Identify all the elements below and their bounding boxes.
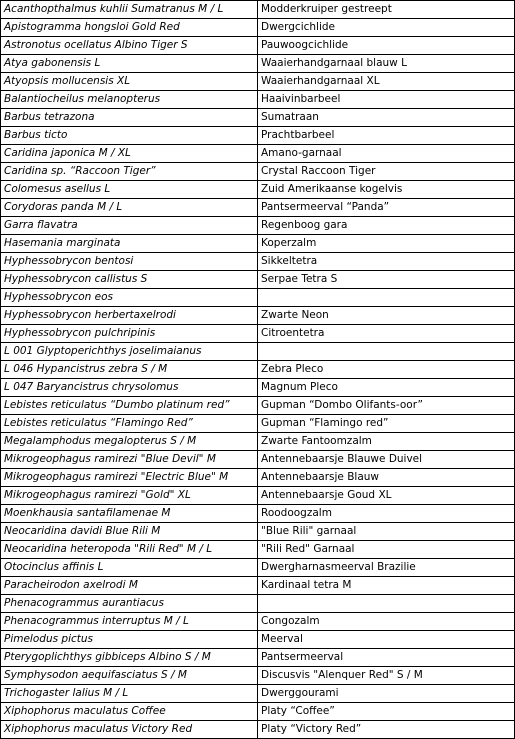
common-name-cell [258, 595, 515, 613]
common-name-cell: Gupman “Flamingo red” [258, 415, 515, 433]
table-row [1, 433, 515, 451]
species-name-cell: Hyphessobrycon eos [1, 289, 258, 307]
table-row [1, 343, 515, 361]
species-name-cell: Colomesus asellus L [1, 181, 258, 199]
common-name-cell: Dwerggourami [258, 685, 515, 703]
table-row [1, 505, 515, 523]
common-name-cell: Discusvis "Alenquer Red" S / M [258, 667, 515, 685]
species-name-cell: L 046 Hypancistrus zebra S / M [1, 361, 258, 379]
species-name-cell: L 001 Glyptoperichthys joselimaianus [1, 343, 258, 361]
table-row [1, 1, 515, 19]
table-row [1, 613, 515, 631]
species-name-cell: Moenkhausia santafilamenae M [1, 505, 258, 523]
common-name-cell: "Rili Red" Garnaal [258, 541, 515, 559]
table-row [1, 523, 515, 541]
table-row [1, 721, 515, 739]
species-name-cell: Pimelodus pictus [1, 631, 258, 649]
table-row [1, 541, 515, 559]
species-name-cell: Caridina sp. “Raccoon Tiger” [1, 163, 258, 181]
table-row [1, 649, 515, 667]
common-name-cell: Koperzalm [258, 235, 515, 253]
table-row [1, 55, 515, 73]
table-row [1, 181, 515, 199]
species-name-cell: L 047 Baryancistrus chrysolomus [1, 379, 258, 397]
species-name-cell: Trichogaster lalius M / L [1, 685, 258, 703]
common-name-cell: Antennebaarsje Goud XL [258, 487, 515, 505]
common-name-cell: Antennebaarsje Blauw [258, 469, 515, 487]
common-name-cell: Roodoogzalm [258, 505, 515, 523]
common-name-cell: Pauwoogcichlide [258, 37, 515, 55]
table-body [1, 1, 515, 739]
table-row [1, 235, 515, 253]
species-name-cell: Megalamphodus megalopterus S / M [1, 433, 258, 451]
table-row [1, 289, 515, 307]
common-name-cell: Magnum Pleco [258, 379, 515, 397]
species-name-cell: Hasemania marginata [1, 235, 258, 253]
common-name-cell: Pantsermeerval “Panda” [258, 199, 515, 217]
species-name-cell: Caridina japonica M / XL [1, 145, 258, 163]
common-name-cell: Amano-garnaal [258, 145, 515, 163]
table-row [1, 109, 515, 127]
common-name-cell: Zwarte Fantoomzalm [258, 433, 515, 451]
common-name-cell: Sumatraan [258, 109, 515, 127]
table-row [1, 667, 515, 685]
species-name-cell: Hyphessobrycon bentosi [1, 253, 258, 271]
species-name-cell: Atya gabonensis L [1, 55, 258, 73]
table-row [1, 199, 515, 217]
common-name-cell: Waaierhandgarnaal XL [258, 73, 515, 91]
common-name-cell: Dwergcichlide [258, 19, 515, 37]
table-row [1, 379, 515, 397]
table-row [1, 361, 515, 379]
table-row [1, 703, 515, 721]
common-name-cell: Modderkruiper gestreept [258, 1, 515, 19]
table-row [1, 487, 515, 505]
table-row [1, 271, 515, 289]
common-name-cell [258, 289, 515, 307]
table-row [1, 397, 515, 415]
species-name-cell: Pterygoplichthys gibbiceps Albino S / M [1, 649, 258, 667]
common-name-cell: Prachtbarbeel [258, 127, 515, 145]
common-name-cell: Waaierhandgarnaal blauw L [258, 55, 515, 73]
common-name-cell: "Blue Rili" garnaal [258, 523, 515, 541]
common-name-cell: Sikkeltetra [258, 253, 515, 271]
table-row [1, 451, 515, 469]
species-name-cell: Mikrogeophagus ramirezi "Gold" XL [1, 487, 258, 505]
common-name-cell: Platy “Victory Red” [258, 721, 515, 739]
species-name-cell: Hyphessobrycon pulchripinis [1, 325, 258, 343]
table-row [1, 631, 515, 649]
common-name-cell: Gupman “Dombo Olifants-oor” [258, 397, 515, 415]
common-name-cell: Meerval [258, 631, 515, 649]
species-name-cell: Xiphophorus maculatus Coffee [1, 703, 258, 721]
table-row [1, 163, 515, 181]
common-name-cell: Zuid Amerikaanse kogelvis [258, 181, 515, 199]
table-row [1, 145, 515, 163]
species-name-cell: Xiphophorus maculatus Victory Red [1, 721, 258, 739]
table-row [1, 217, 515, 235]
table-row [1, 19, 515, 37]
species-name-cell: Garra flavatra [1, 217, 258, 235]
table-row [1, 415, 515, 433]
species-name-cell: Paracheirodon axelrodi M [1, 577, 258, 595]
species-name-cell: Phenacogrammus aurantiacus [1, 595, 258, 613]
table-row [1, 325, 515, 343]
table-row [1, 469, 515, 487]
species-name-cell: Acanthopthalmus kuhlii Sumatranus M / L [1, 1, 258, 19]
common-name-cell: Platy “Coffee” [258, 703, 515, 721]
common-name-cell: Haaivinbarbeel [258, 91, 515, 109]
table-row [1, 73, 515, 91]
species-name-cell: Lebistes reticulatus “Flamingo Red” [1, 415, 258, 433]
common-name-cell [258, 343, 515, 361]
table-row [1, 685, 515, 703]
species-name-cell: Hyphessobrycon callistus S [1, 271, 258, 289]
species-name-cell: Neocaridina davidi Blue Rili M [1, 523, 258, 541]
species-name-cell: Otocinclus affinis L [1, 559, 258, 577]
common-name-cell: Dwergharnasmeerval Brazilie [258, 559, 515, 577]
table-row [1, 253, 515, 271]
common-name-cell: Pantsermeerval [258, 649, 515, 667]
common-name-cell: Zwarte Neon [258, 307, 515, 325]
species-name-cell: Corydoras panda M / L [1, 199, 258, 217]
species-name-cell: Hyphessobrycon herbertaxelrodi [1, 307, 258, 325]
species-name-cell: Astronotus ocellatus Albino Tiger S [1, 37, 258, 55]
common-name-cell: Antennebaarsje Blauwe Duivel [258, 451, 515, 469]
species-name-cell: Apistogramma hongsloi Gold Red [1, 19, 258, 37]
common-name-cell: Citroentetra [258, 325, 515, 343]
species-name-cell: Barbus ticto [1, 127, 258, 145]
table-row [1, 307, 515, 325]
species-name-cell: Lebistes reticulatus “Dumbo platinum red” [1, 397, 258, 415]
common-name-cell: Kardinaal tetra M [258, 577, 515, 595]
table-row [1, 91, 515, 109]
common-name-cell: Congozalm [258, 613, 515, 631]
table-row [1, 37, 515, 55]
species-name-cell: Barbus tetrazona [1, 109, 258, 127]
common-name-cell: Serpae Tetra S [258, 271, 515, 289]
species-name-cell: Mikrogeophagus ramirezi "Blue Devil" M [1, 451, 258, 469]
common-name-cell: Zebra Pleco [258, 361, 515, 379]
table-row [1, 595, 515, 613]
species-name-cell: Balantiocheilus melanopterus [1, 91, 258, 109]
species-name-cell: Symphysodon aequifasciatus S / M [1, 667, 258, 685]
species-name-cell: Atyopsis mollucensis XL [1, 73, 258, 91]
table-row [1, 127, 515, 145]
table-row [1, 559, 515, 577]
common-name-cell: Crystal Raccoon Tiger [258, 163, 515, 181]
species-name-cell: Mikrogeophagus ramirezi "Electric Blue" M [1, 469, 258, 487]
species-name-cell: Phenacogrammus interruptus M / L [1, 613, 258, 631]
species-name-cell: Neocaridina heteropoda "Rili Red" M / L [1, 541, 258, 559]
table-row [1, 577, 515, 595]
common-name-cell: Regenboog gara [258, 217, 515, 235]
